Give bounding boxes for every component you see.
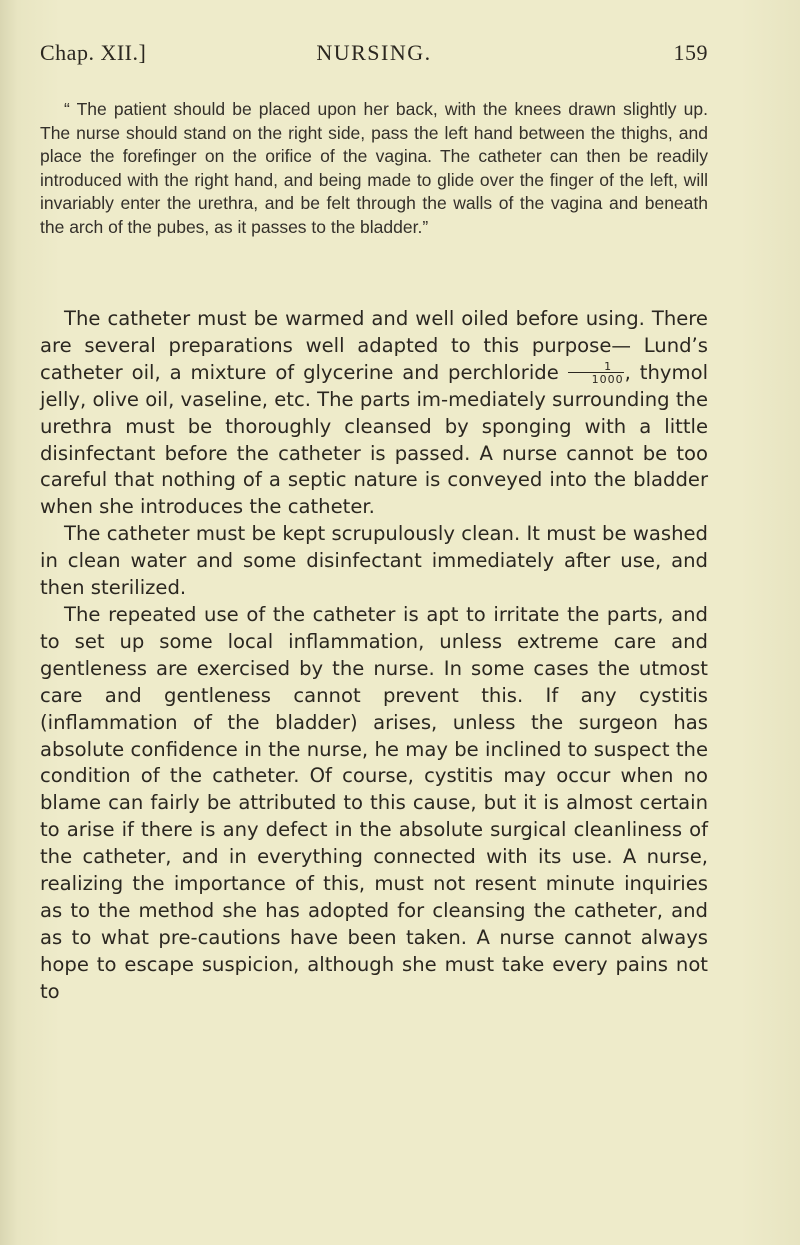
paragraph-catheter-cleaning: The catheter must be kept scrupulously clean. It must be washed in clean water and some disinfectant immediately after use, and then sterilized. [40,522,708,600]
running-header [40,40,708,70]
page-number: 159 [673,40,708,65]
paragraph-catheter-oiling [40,306,708,521]
paragraph-cystitis: The repeated use of the catheter is apt to irritate the parts, and to set up some local inflammation, unless extreme care and gentleness are exercised by the nurse. In some cases the utmost care and gentleness cannot prevent this. If any cystitis (inflammation of the bladder) arises, unless the surgeon has absolute confidence in the nurse, he may be inclined to suspect the condition of the catheter. Of course, cystitis may occur when no blame can fairly be attributed to this cause, but it is almost certain to arise if there is any defect in the absolute surgical cleanliness of the catheter, and in everything connected with its use. A nurse, realizing the importance of this, must not resent minute inquiries as to the method she has adopted for cleansing the catheter, and as to what pre-cautions have been taken. A nurse cannot always hope to escape suspicion, although she must take every pains not to [40,602,708,1003]
body-text [40,306,708,1006]
paragraph-text: The catheter must be warmed and well oiled before using. There are several preparations well adapted to this purpose— Lund’s catheter oil, a mixture of glycerine and perchloride [40,307,708,384]
fraction [568,361,624,385]
fraction-numerator: 1 [604,359,612,373]
chapter-label: Chap. XII.] [40,40,147,65]
running-title: NURSING. [316,40,432,65]
fraction-denominator: 1000 [568,372,624,385]
paragraph-text: , thymol jelly, olive oil, vaseline, etc. The parts im-mediately surrounding the urethra must be thoroughly cleansed by sponging with a little disinfectant before the catheter is passed. A nurse cannot be too careful that nothing of a septic nature is conveyed into the bladder when she introduces the catheter. [40,360,709,519]
quoted-passage: “ The patient should be placed upon her back, with the knees drawn slightly up. The nurse should stand on the right side, pass the left hand between the thighs, and place the forefinger on the orifice of the vagina. The catheter can then be readily introduced with the right hand, and being made to glide over the finger of the left, will invariably enter the urethra, and be felt through the walls of the vagina and beneath the arch of the pubes, as it passes to the bladder.” [40,99,708,237]
